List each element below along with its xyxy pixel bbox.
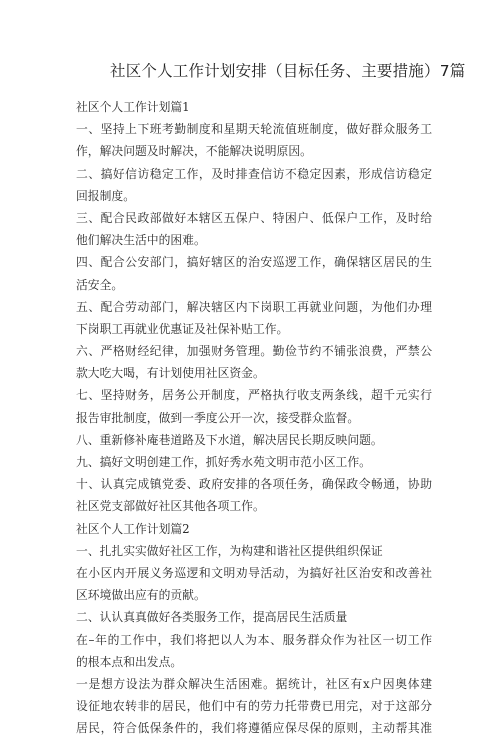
text-line: 活安全。 [76, 277, 124, 292]
text-line: 二、搞好信访稳定工作，及时排查信访不稳定因素，形成信访稳定 [76, 166, 432, 181]
text-line: 的根本点和出发点。 [76, 654, 183, 669]
text-line: 九、搞好文明创建工作，抓好秀水苑文明市范小区工作。 [76, 455, 371, 469]
text-line: 在小区内开展义务巡逻和文明劝导活动，为搞好社区治安和改善社 [76, 565, 432, 580]
text-line: 作，解决问题及时解决，不能解决说明原因。 [76, 144, 312, 159]
text-line: 六、严格财经纪律，加强财务管理。勤俭节约不铺张浪费，严禁公 [76, 344, 432, 359]
text-line: 回报制度。 [76, 188, 135, 203]
text-line: 一是想方设法为群众解决生活困难。据统计，社区有x户因奥体建 [76, 676, 432, 691]
text-line: 设征地农转非的居民，他们中有的劳力托带费已用完，对于这部分 [76, 699, 432, 714]
text-line: 八、重新修补庵巷道路及下水道，解决居民长期反映问题。 [76, 432, 383, 447]
text-line: 社区党支部做好社区其他各项工作。 [76, 499, 265, 514]
text-line: 七、坚持财务，居务公开制度，严格执行收支两条线，超千元实行 [76, 388, 432, 403]
text-line: 他们解决生活中的困难。 [76, 233, 206, 248]
text-line: 一、扎扎实实做好社区工作，为构建和谐社区提供组织保证 [76, 543, 383, 558]
text-line: 二、认认真真做好各类服务工作，提高居民生活质量 [76, 610, 348, 625]
document-body [76, 96, 432, 739]
text-line: 社区个人工作计划篇1 [76, 100, 190, 114]
text-line: 四、配合公安部门，搞好辖区的治安巡逻工作，确保辖区居民的生 [76, 255, 432, 270]
text-line: 十、认真完成镇党委、政府安排的各项任务，确保政令畅通，协助 [76, 477, 432, 492]
text-line: 在–年的工作中，我们将把以人为本、服务群众作为社区一切工作 [76, 632, 432, 647]
text-line: 社区个人工作计划篇2 [76, 521, 190, 536]
text-line: 报告审批制度，做到一季度公开一次，接受群众监督。 [76, 410, 360, 425]
text-line: 下岗职工再就业优惠证及社保补贴工作。 [76, 321, 289, 336]
document-title: 社区个人工作计划安排（目标任务、主要措施）7篇 [110, 62, 466, 80]
text-line: 五、配合劳动部门，解决辖区内下岗职工再就业问题，为他们办理 [76, 299, 432, 314]
text-line: 区环境做出应有的贡献。 [76, 588, 206, 603]
text-line: 三、配合民政部做好本辖区五保户、特困户、低保户工作，及时给 [76, 210, 432, 225]
text-line: 款大吃大喝，有计划使用社区资金。 [76, 366, 265, 381]
text-line: 居民，符合低保条件的，我们将遵循应保尽保的原则，主动帮其准 [76, 721, 432, 736]
text-line: 一、坚持上下班考勤制度和星期天轮流值班制度，做好群众服务工 [76, 122, 432, 137]
